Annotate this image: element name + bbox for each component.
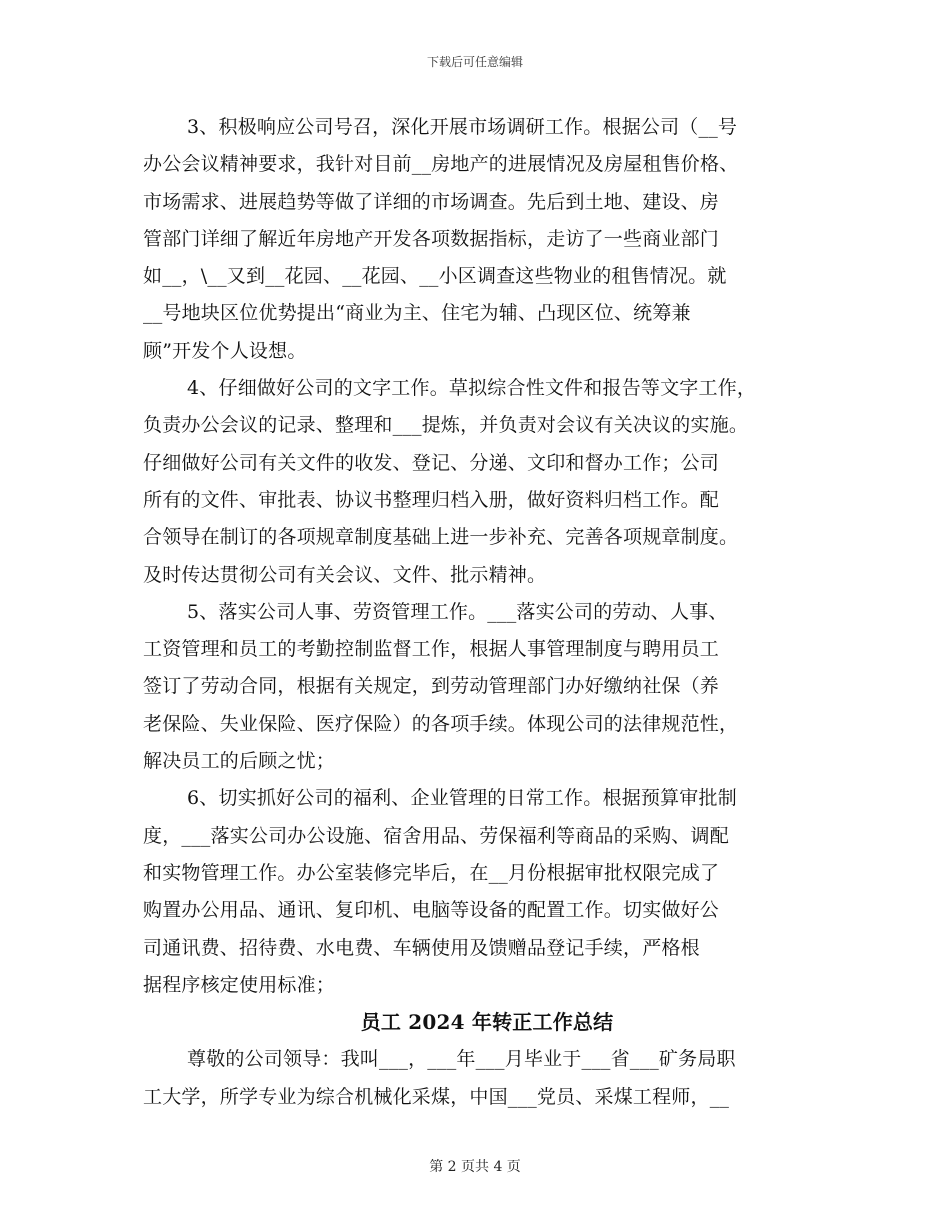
paragraph-5-line: 工资管理和员工的考勤控制监督工作，根据人事管理制度与聘用员工 <box>143 638 720 661</box>
paragraph-3-line: 市场需求、进展趋势等做了详细的市场调查。先后到土地、建设、房 <box>143 190 720 213</box>
paragraph-4-line: 4、仔细做好公司的文字工作。草拟综合性文件和报告等文字工作， <box>187 377 757 400</box>
letter-paragraph-line: 尊敬的公司领导：我叫___，___年___月毕业于___省___矿务局职 <box>187 1048 736 1071</box>
paragraph-6-line: 据程序核定使用标准； <box>143 973 336 996</box>
paragraph-5-line: 签订了劳动合同，根据有关规定，到劳动管理部门办好缴纳社保（养 <box>143 675 720 698</box>
paragraph-4-line: 所有的文件、审批表、协议书整理归档入册，做好资料归档工作。配 <box>143 488 720 511</box>
page-number: 第 2 页共 4 页 <box>429 1159 521 1175</box>
paragraph-4-line: 负责办公会议的记录、整理和___提炼，并负责对会议有关决议的实施。 <box>143 414 749 437</box>
paragraph-4-line: 合领导在制订的各项规章制度基础上进一步补充、完善各项规章制度。 <box>143 526 739 549</box>
paragraph-5-line: 老保险、失业保险、医疗保险）的各项手续。体现公司的法律规范性， <box>143 712 739 735</box>
paragraph-4-line: 仔细做好公司有关文件的收发、登记、分递、文印和督办工作；公司 <box>143 451 720 474</box>
paragraph-6-line: 度，___落实公司办公设施、宿舍用品、劳保福利等商品的采购、调配 <box>143 824 729 847</box>
paragraph-6-line: 6、切实抓好公司的福利、企业管理的日常工作。根据预算审批制 <box>187 787 737 810</box>
paragraph-6-line: 购置办公用品、通讯、复印机、电脑等设备的配置工作。切实做好公 <box>143 899 720 922</box>
page-header: 下载后可任意编辑 <box>426 55 523 69</box>
paragraph-3-line: 管部门详细了解近年房地产开发各项数据指标，走访了一些商业部门 <box>143 227 720 250</box>
paragraph-3-line: 顾”开发个人设想。 <box>143 339 307 362</box>
paragraph-5-line: 5、落实公司人事、劳资管理工作。___落实公司的劳动、人事、 <box>187 600 728 623</box>
paragraph-3-line: 3、积极响应公司号召，深化开展市场调研工作。根据公司（__号 <box>187 116 738 138</box>
paragraph-3-line: 办公会议精神要求，我针对目前__房地产的进展情况及房屋租售价格、 <box>143 153 739 176</box>
paragraph-6-line: 和实物管理工作。办公室装修完毕后，在__月份根据审批权限完成了 <box>143 861 720 884</box>
paragraph-3-line: __号地块区位优势提出“商业为主、住宅为辅、凸现区位、统筹兼 <box>143 302 691 325</box>
document-body <box>143 109 823 1116</box>
section-title: 员工 2024 年转正工作总结 <box>360 1010 614 1035</box>
paragraph-4-line: 及时传达贯彻公司有关会议、文件、批示精神。 <box>143 563 547 586</box>
paragraph-3-line: 如__，\__又到__花园、__花园、__小区调查这些物业的租售情况。就 <box>143 265 727 288</box>
letter-paragraph-line: 工大学，所学专业为综合机械化采煤，中国___党员、采煤工程师，__ <box>143 1085 730 1108</box>
paragraph-5-line: 解决员工的后顾之忧； <box>143 750 336 773</box>
paragraph-6-line: 司通讯费、招待费、水电费、车辆使用及馈赠品登记手续，严格根 <box>143 936 700 959</box>
